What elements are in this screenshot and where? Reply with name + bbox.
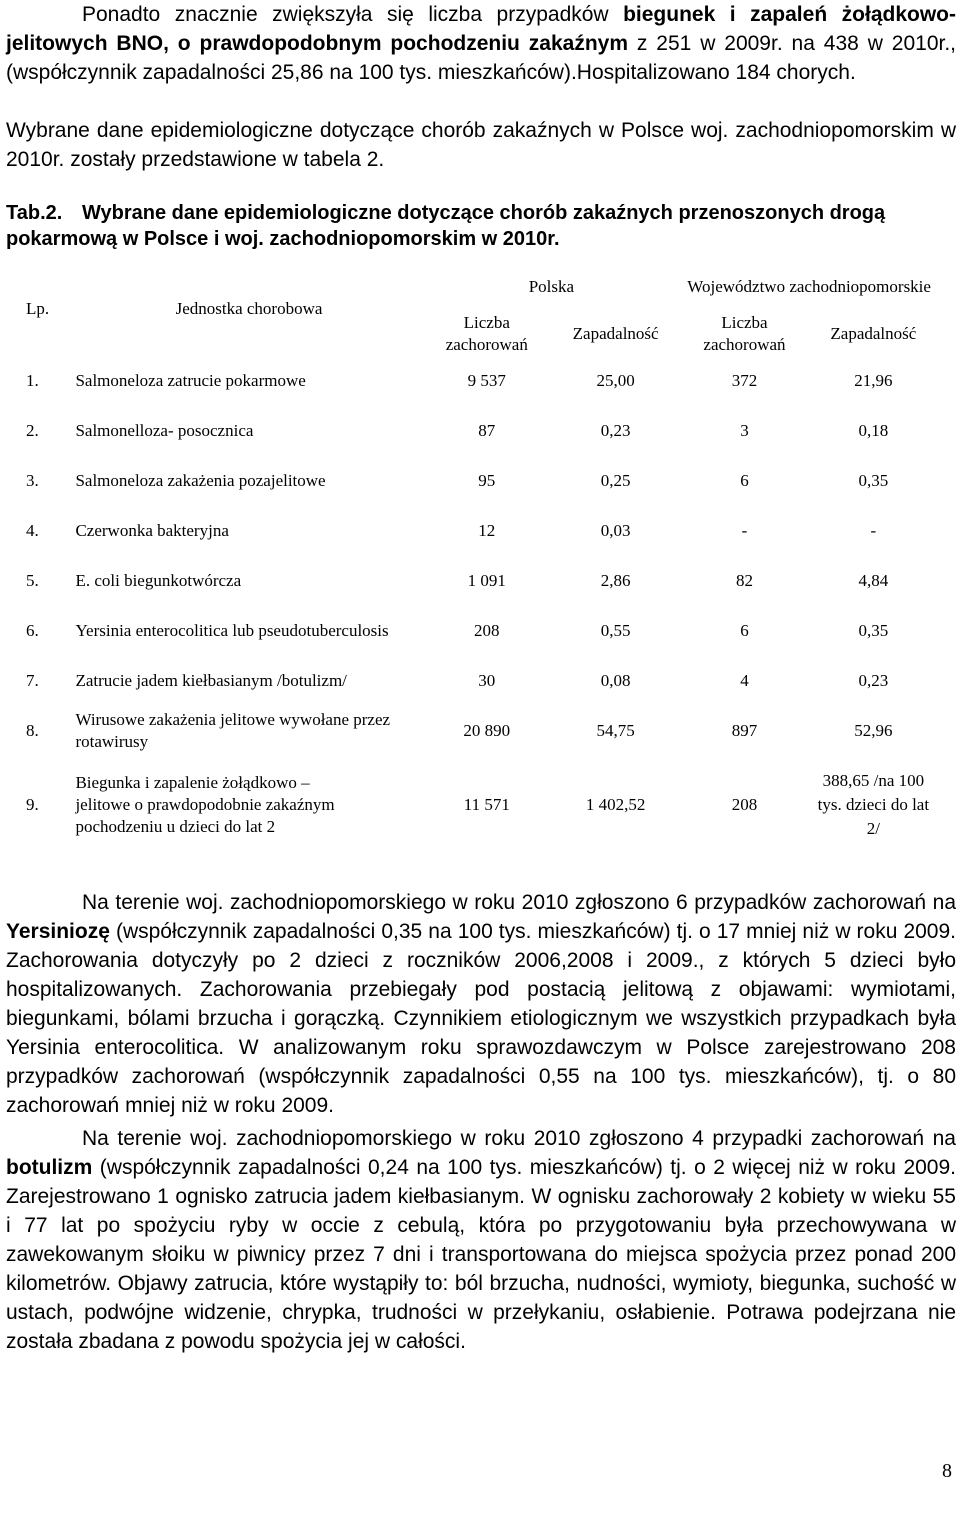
row-zp-cases: 6 — [740, 621, 749, 640]
row-name: Salmonelloza- posocznica — [75, 421, 254, 440]
header-region: Województwo zachodniopomorskie — [687, 277, 931, 296]
row-pl-incidence: 54,75 — [596, 721, 635, 740]
table-caption-text: Wybrane dane epidemiologiczne dotyczące chorób zakaźnych przenoszonych drogą pokarmową w Polsce i woj. zachodniopomorskim w 2010r. — [6, 202, 886, 250]
table-row — [26, 756, 938, 854]
row-zp-incidence: 0,18 — [858, 421, 889, 440]
row-zp-cases: 4 — [740, 671, 749, 690]
row-zp-incidence: 0,35 — [858, 471, 889, 490]
row-pl-incidence: 0,03 — [600, 521, 631, 540]
row-pl-incidence: 0,23 — [600, 421, 631, 440]
row-pl-cases: 30 — [478, 671, 496, 690]
row-zp-incidence: 21,96 — [854, 371, 893, 390]
row-lp: 1. — [26, 371, 39, 390]
table-caption-label: Tab.2. — [6, 202, 63, 224]
yersiniosis-paragraph: Na terenie woj. zachodniopomorskiego w roku 2010 zgłoszono 6 przypadków zachorowań na Yersiniozę (współczynnik zapadalności 0,35 na 100 tys. mieszkańców) tj. o 17 mniej niż w roku 2009. Zachorowania dotyczyły po 2 dzieci z roczników 2006,2008 i 2009., z których 5 dzieci było hospitalizowanych. Zachorowania przebiegały pod postacią jelitową z objawami: wymiotami, biegunkami, bólami brzucha i gorączką. Czynnikiem etiologicznym we wszystkich przypadkach była Yersinia enterocolitica. W analizowanym roku sprawozdawczym w Polsce zarejestrowano 208 przypadków zachorowań (współczynnik zapadalności 0,55 na 100 tys. mieszkańców), tj. o 80 zachorowań mniej niż w roku 2009. — [6, 891, 956, 1117]
botulism-paragraph: Na terenie woj. zachodniopomorskiego w roku 2010 zgłoszono 4 przypadki zachorowań na botulizm (współczynnik zapadalności 0,24 na 100 tys. mieszkańców) tj. o 2 więcej niż w roku 2009. Zarejestrowano 1 ognisko zatrucia jadem kiełbasianym. W ognisku zachorowały 2 kobiety w wieku 55 i 77 lat po spożyciu ryby w occie z cebulą, która po przygotowaniu była przechowywana w zawekowanym słoiku w piwnicy przez 7 dni i transportowana do miejsca spożycia przez ponad 200 kilometrów. Objawy zatrucia, które wystąpiły to: ból brzucha, nudności, wymioty, biegunka, suchość w ustach, podwójne widzenie, chrypka, trudności w przełykaniu, osłabienie. Potrawa podejrzana nie została zbadana z powodu spożycia jej w całości. — [6, 1127, 956, 1353]
row-zp-incidence: - — [870, 521, 877, 540]
row-name: Wirusowe zakażenia jelitowe wywołane przez rotawirusy — [75, 710, 391, 751]
row-lp: 4. — [26, 521, 39, 540]
row-zp-incidence: 0,35 — [858, 621, 889, 640]
row-zp-cases: 3 — [740, 421, 749, 440]
row-pl-incidence: 2,86 — [600, 571, 631, 590]
row-lp: 3. — [26, 471, 39, 490]
table-row — [26, 606, 938, 656]
row-name: Zatrucie jadem kiełbasianym /botulizm/ — [75, 671, 347, 690]
header-pl-incidence: Zapadalność — [572, 324, 659, 343]
table-header-row — [26, 262, 938, 312]
row-zp-incidence: 4,84 — [858, 571, 889, 590]
row-lp: 7. — [26, 671, 39, 690]
table-reference-paragraph: Wybrane dane epidemiologiczne dotyczące chorób zakaźnych w Polsce woj. zachodniopomorskim w 2010r. zostały przedstawione w tabela 2. — [6, 119, 956, 171]
row-lp: 5. — [26, 571, 39, 590]
header-zp-cases: Liczba zachorowań — [703, 313, 786, 354]
table-caption — [6, 200, 956, 252]
row-zp-cases: - — [741, 521, 748, 540]
page-number: 8 — [942, 1460, 952, 1482]
epidemiology-table — [26, 262, 938, 854]
row-zp-cases: 208 — [731, 795, 758, 814]
table-row — [26, 356, 938, 406]
row-zp-cases: 372 — [731, 371, 758, 390]
row-name: Salmoneloza zakażenia pozajelitowe — [75, 471, 326, 490]
header-lp: Lp. — [26, 299, 50, 318]
row-name: Salmoneloza zatrucie pokarmowe — [75, 371, 306, 390]
row-pl-cases: 12 — [478, 521, 496, 540]
row-pl-incidence: 0,25 — [600, 471, 631, 490]
table-row — [26, 556, 938, 606]
row-lp: 6. — [26, 621, 39, 640]
header-zp-incidence: Zapadalność — [830, 324, 917, 343]
row-zp-incidence: 0,23 — [858, 671, 889, 690]
row-pl-cases: 9 537 — [467, 371, 506, 390]
row-name: Yersinia enterocolitica lub pseudotuberculosis — [75, 621, 389, 640]
row-name: Biegunka i zapalenie żołądkowo – jelitowe o prawdopodobnie zakaźnym pochodzeniu u dzieci do lat 2 — [75, 773, 335, 836]
header-unit: Jednostka chorobowa — [175, 299, 323, 318]
row-zp-cases: 897 — [731, 721, 758, 740]
table-row — [26, 406, 938, 456]
row-pl-cases: 11 571 — [463, 795, 510, 814]
row-name: Czerwonka bakteryjna — [75, 521, 229, 540]
table-row — [26, 656, 938, 706]
table-row — [26, 456, 938, 506]
row-zp-incidence: 52,96 — [854, 721, 893, 740]
row-pl-cases: 87 — [478, 421, 496, 440]
row-pl-cases: 1 091 — [467, 571, 506, 590]
row-pl-incidence: 0,08 — [600, 671, 631, 690]
intro-paragraph: Ponadto znacznie zwiększyła się liczba przypadków biegunek i zapaleń żołądkowo-jelitowych BNO, o prawdopodobnym pochodzeniu zakaźnym z 251 w 2009r. na 438 w 2010r., (współczynnik zapadalności 25,86 na 100 tys. mieszkańców).Hospitalizowano 184 chorych. — [6, 3, 956, 84]
row-lp: 8. — [26, 721, 39, 740]
row-lp: 9. — [26, 795, 39, 814]
header-pl-cases: Liczba zachorowań — [445, 313, 528, 354]
row-zp-cases: 6 — [740, 471, 749, 490]
header-polska: Polska — [528, 277, 575, 296]
row-pl-incidence: 0,55 — [600, 621, 631, 640]
row-pl-cases: 95 — [478, 471, 496, 490]
row-pl-incidence: 25,00 — [596, 371, 635, 390]
row-zp-cases: 82 — [735, 571, 753, 590]
row-zp-incidence: 388,65 /na 100 tys. dzieci do lat 2/ — [817, 771, 930, 838]
row-pl-incidence: 1 402,52 — [585, 795, 646, 814]
table-row — [26, 706, 938, 756]
row-lp: 2. — [26, 421, 39, 440]
row-pl-cases: 208 — [474, 621, 500, 640]
table-row — [26, 506, 938, 556]
row-name: E. coli biegunkotwórcza — [75, 571, 242, 590]
row-pl-cases: 20 890 — [463, 721, 511, 740]
